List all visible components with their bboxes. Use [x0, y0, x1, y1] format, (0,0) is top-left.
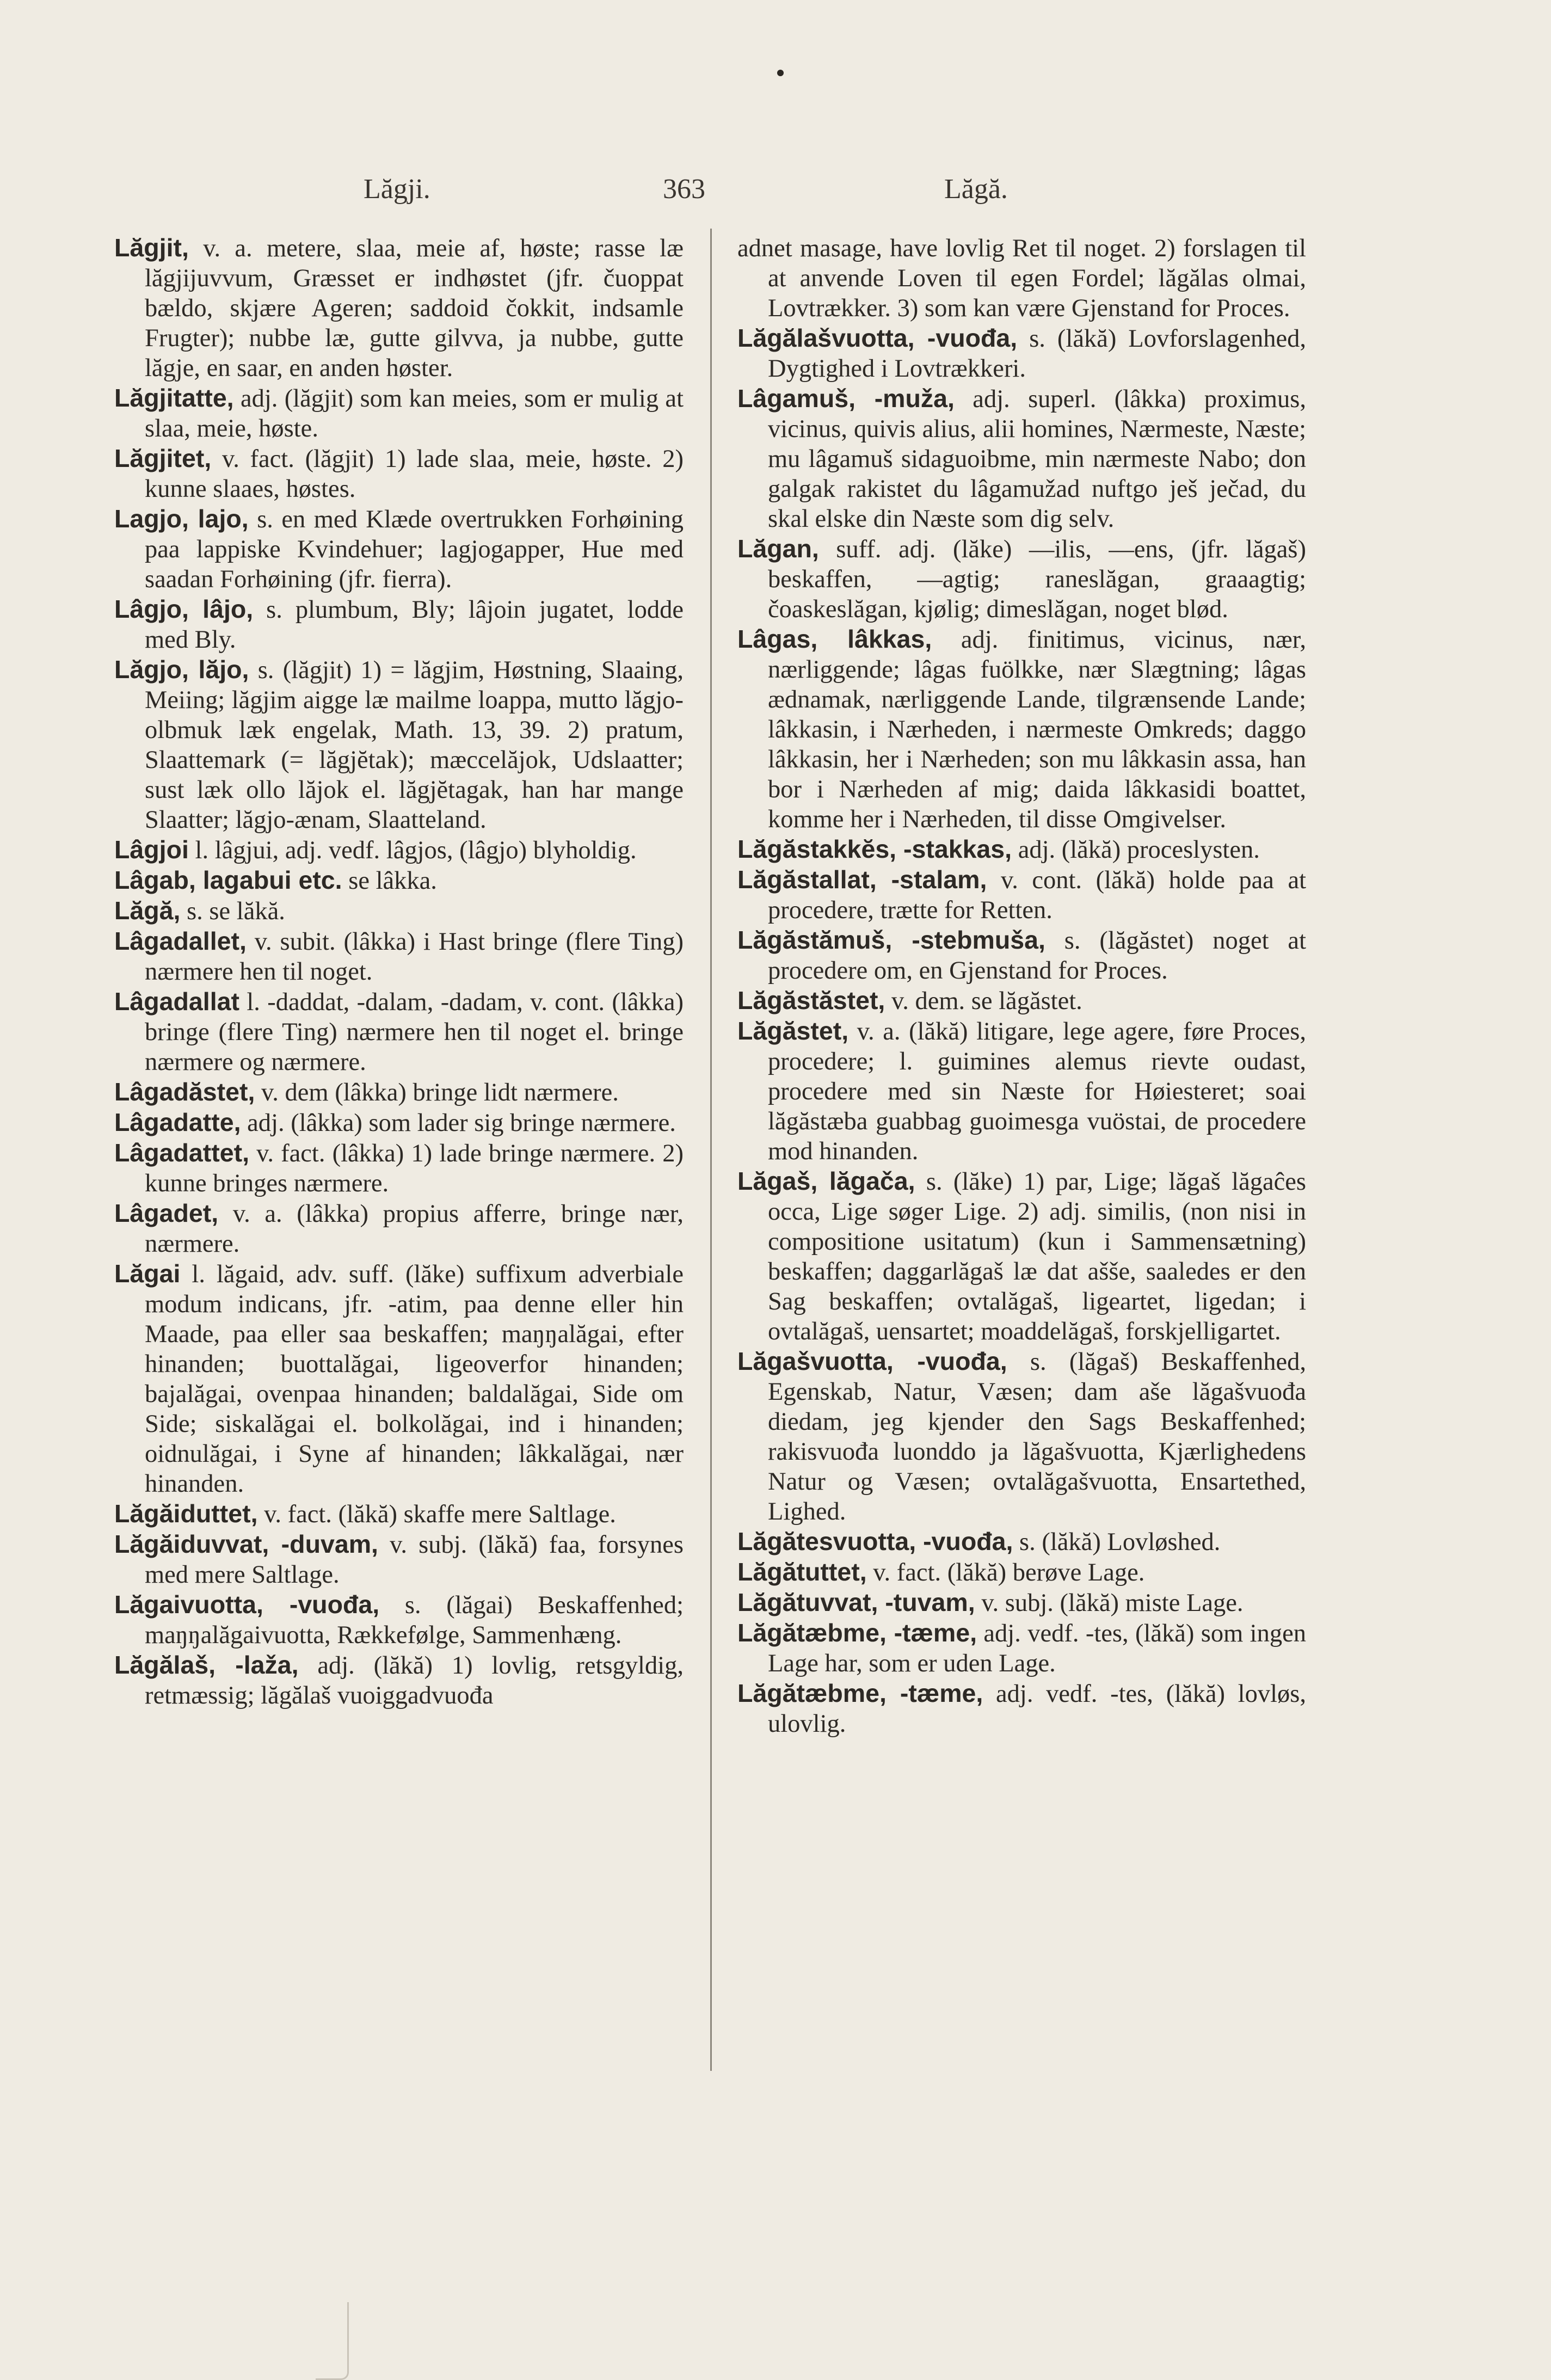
dictionary-entry — [737, 1346, 1306, 1527]
headword: Lăgašvuotta, -vuođa, — [737, 1347, 1007, 1375]
running-head-left: Lăgji. — [364, 174, 430, 205]
dictionary-entry — [114, 1259, 684, 1499]
headword: Lăgăstămuš, -stebmuša, — [737, 926, 1045, 954]
dictionary-entry — [114, 1499, 684, 1529]
definition: v. fact. (lăkă) skaffe mere Saltlage. — [257, 1500, 616, 1528]
definition: v. subj. (lăkă) miste Lage. — [975, 1589, 1244, 1617]
definition: s. (lăgaš) Beskaffenhed, Egenskab, Natur, Væsen; dam aše lăgašvuođa diedam, jeg kjender den Sags Beskaffenhed; rakisvuođa luonddo ja lăgašvuotta, Kjærlighedens Natur og Væsen; ovtalăgašvuotta, Ensartethed, Lighed. — [768, 1348, 1306, 1526]
headword: Lăgătæbme, -tæme, — [737, 1679, 983, 1707]
headword: Lăgăstet, — [737, 1017, 849, 1045]
headword: Lâgas, lâkkas, — [737, 625, 932, 653]
headword: Lagjo, lajo, — [114, 505, 249, 533]
definition: adj. (lâkka) som lader sig bringe nærmere. — [241, 1109, 676, 1137]
definition: adj. finitimus, vicinus, nær, nærliggende; lâgas fuölkke, nær Slægtning; lâgas ædnamak, nærliggende Lande, tilgrænsende Lande; lâkkasin, i Nærheden, i nærmeste Omkreds; daggo lâkkasin, her i Nærheden; son mu lâkkasin assa, han bor i Nærheden af mig; daida lâkkasidi boattet, komme her i Nærheden, til disse Omgivelser. — [768, 626, 1306, 833]
definition: adj. (lăgjit) som kan meies, som er mulig at slaa, meie, høste. — [145, 385, 684, 442]
dictionary-entry — [737, 1527, 1306, 1557]
headword: Lâgadet, — [114, 1199, 219, 1227]
dictionary-entry — [737, 1588, 1306, 1618]
headword: Lăgai — [114, 1259, 181, 1288]
dictionary-entry — [114, 594, 684, 655]
running-head-right: Lăgă. — [944, 174, 1008, 205]
left-column — [114, 233, 684, 1711]
dictionary-entry — [737, 925, 1306, 986]
headword: Lâgadattet, — [114, 1139, 250, 1167]
definition: suff. adj. (lăke) —ilis, —ens, (jfr. lăgaš) beskaffen, —agtig; raneslăgan, graaagtig; čoaskeslăgan, kjølig; dimeslăgan, noget blød. — [768, 536, 1306, 623]
definition: adj. vedf. -tes, (lăkă) som ingen Lage har, som er uden Lage. — [768, 1620, 1306, 1677]
headword: Lăgjit, — [114, 233, 189, 262]
headword: Lăgaivuotta, -vuođa, — [114, 1590, 380, 1619]
dictionary-entry — [114, 865, 684, 896]
definition: adj. vedf. -tes, (lăkă) lovløs, ulovlig. — [768, 1680, 1306, 1738]
dictionary-entry — [114, 1077, 684, 1108]
definition: s. (lăkă) Lovløshed. — [1013, 1528, 1221, 1556]
dictionary-entry — [737, 1618, 1306, 1678]
definition: se lâkka. — [342, 867, 437, 895]
column-divider — [710, 229, 712, 2071]
definition: v. fact. (lâkka) 1) lade bringe nærmere. 2) kunne bringes nærmere. — [145, 1140, 684, 1197]
definition: v. a. (lăkă) litigare, lege agere, føre Proces, procedere; l. guimines alemus rievte oudast, procedere med sin Næste for Høiesteret; soai lăgăstæba guabbag guoimesga vuöstai, de procedere mod hinanden. — [768, 1018, 1306, 1165]
headword: Lăgjitet, — [114, 444, 212, 472]
definition: adj. superl. (lâkka) proximus, vicinus, quivis alius, alii homines, Nærmeste, Næste; mu lâgamuš sidaguoibme, min nærmeste Nabo; don galgak rakistet du lâgamužad nuftgo ješ ječad, du skal elske din Næste som dig selv. — [768, 385, 1306, 533]
dictionary-entry — [114, 1650, 684, 1711]
headword: Lăgăstallat, -stalam, — [737, 865, 987, 894]
headword: Lăgjo, lăjo, — [114, 655, 249, 684]
dictionary-entry — [114, 1198, 684, 1259]
dictionary-entry — [737, 834, 1306, 865]
dictionary-entry — [114, 444, 684, 504]
headword: Lâgamuš, -muža, — [737, 384, 955, 413]
headword: Lăgătæbme, -tæme, — [737, 1619, 977, 1647]
dictionary-entry — [114, 1108, 684, 1138]
headword: Lâgadallat — [114, 987, 239, 1016]
headword: Lăgă, — [114, 896, 181, 925]
definition: l. -daddat, -dalam, -dadam, v. cont. (lâkka) bringe (flere Ting) nærmere hen til noget el. bringe nærmere og nærmere. — [145, 988, 684, 1076]
dictionary-entry — [737, 865, 1306, 925]
definition: s. (lăgăstet) noget at procedere om, en Gjenstand for Proces. — [768, 927, 1306, 985]
definition: v. fact. (lăgjit) 1) lade slaa, meie, høste. 2) kunne slaaes, høstes. — [145, 445, 684, 503]
definition: s. en med Klæde overtrukken Forhøining paa lappiske Kvindehuer; lagjogapper, Hue med saadan Forhøining (jfr. fierra). — [145, 506, 684, 593]
definition: v. cont. (lăkă) holde paa at procedere, trætte for Retten. — [768, 866, 1306, 924]
dictionary-entry — [114, 233, 684, 383]
headword: Lăgătuvvat, -tuvam, — [737, 1588, 975, 1616]
definition: s. (lăgai) Beskaffenhed; maŋŋalăgaivuotta, Rækkefølge, Sammenhæng. — [145, 1591, 684, 1649]
definition: s. se lăkă. — [180, 897, 285, 925]
dictionary-entry — [737, 624, 1306, 834]
headword: Lâgjoi — [114, 835, 189, 864]
definition: v. subit. (lâkka) i Hast bringe (flere Ting) nærmere hen til noget. — [145, 928, 684, 986]
definition: v. dem. se lăgăstet. — [885, 987, 1082, 1015]
headword: Lâgadatte, — [114, 1108, 241, 1136]
headword: Lăgătesvuotta, -vuođa, — [737, 1527, 1013, 1555]
definition: v. fact. (lăkă) berøve Lage. — [866, 1559, 1145, 1586]
dictionary-entry — [737, 986, 1306, 1016]
definition: s. plumbum, Bly; lâjoin jugatet, lodde med Bly. — [145, 596, 684, 654]
dictionary-entry — [737, 1016, 1306, 1166]
headword: Lăgăstăstet, — [737, 986, 885, 1014]
dictionary-entry — [114, 1529, 684, 1590]
definition: s. (lăgjit) 1) = lăgjim, Høstning, Slaaing, Meiing; lăgjim aigge læ mailme loappa, mutto lăgjo-olbmuk læk engelak, Math. 13, 39. 2) pratum, Slaattemark (= lăgjĕtak); mæccelăjok, Udslaatter; sust læk ollo lăjok el. lăgjĕtagak, han har mange Slaatter; lăgjo-ænam, Slaatteland. — [145, 656, 684, 834]
headword: Lăgjitatte, — [114, 384, 234, 412]
dictionary-entry — [737, 1557, 1306, 1588]
ink-dot — [777, 70, 784, 76]
headword: Lăgăiduvvat, -duvam, — [114, 1530, 378, 1558]
dictionary-entry — [114, 835, 684, 865]
headword: Lăgăiduttet, — [114, 1499, 258, 1528]
dictionary-entry-continued — [737, 233, 1306, 323]
headword: Lăgătuttet, — [737, 1558, 867, 1586]
dictionary-entry — [737, 1678, 1306, 1739]
dictionary-entry — [114, 987, 684, 1077]
dictionary-entry — [114, 1138, 684, 1198]
definition: v. dem (lâkka) bringe lidt nærmere. — [255, 1079, 619, 1106]
definition: v. a. metere, slaa, meie af, høste; rasse læ lăgjijuvvum, Græsset er indhøstet (jfr. čuoppat bældo, skjære Ageren; saddoid čokkit, indsamle Frugter); nubbe læ, gutte gilvva, ja nubbe, gutte lăgje, en saar, en anden høster. — [145, 235, 684, 382]
dictionary-entry — [737, 1166, 1306, 1346]
headword: Lăgan, — [737, 534, 819, 563]
definition: v. a. (lâkka) propius afferre, bringe nær, nærmere. — [145, 1200, 684, 1258]
headword: Lâgadallet, — [114, 927, 247, 955]
dictionary-entry — [114, 504, 684, 594]
dictionary-entry — [737, 534, 1306, 624]
headword: Lăgaš, lăgača, — [737, 1167, 915, 1195]
dictionary-entry — [114, 655, 684, 835]
margin-bracket — [316, 2302, 349, 2380]
definition: v. subj. (lăkă) faa, forsynes med mere Saltlage. — [145, 1531, 684, 1589]
dictionary-entry — [114, 383, 684, 444]
definition: s. (lăke) 1) par, Lige; lăgaš lăgaĉes occa, Lige søger Lige. 2) adj. similis, (non nisi in compositione usitatum) (kun i Sammensætning) beskaffen; daggarlăgaš læ dat ašše, saaledes er den Sag beskaffen; ovtalăgaš, ligeartet, ligedan; i ovtalăgaš, uensartet; moaddelăgaš, forskjelligartet. — [768, 1168, 1306, 1345]
headword: Lăgălaš, -laža, — [114, 1651, 299, 1679]
headword: Lăgălašvuotta, -vuođa, — [737, 324, 1018, 352]
definition: s. (lăkă) Lovforslagenhed, Dygtighed i Lovtrækkeri. — [768, 325, 1306, 383]
definition: adj. (lăkă) proceslysten. — [1012, 836, 1260, 864]
dictionary-entry — [114, 896, 684, 926]
dictionary-entry — [114, 1590, 684, 1650]
dictionary-entry — [114, 926, 684, 987]
headword: Lâgab, lagabui etc. — [114, 866, 342, 894]
definition: l. lâgjui, adj. vedf. lâgjos, (lâgjo) blyholdig. — [188, 837, 637, 864]
headword: Lâgadăstet, — [114, 1078, 255, 1106]
definition: adj. (lăkă) 1) lovlig, retsgyldig, retmæssig; lăgălaš vuoiggadvuođa — [145, 1652, 684, 1709]
page-number: 363 — [663, 174, 705, 205]
headword: Lâgjo, lâjo, — [114, 595, 254, 623]
right-column — [737, 233, 1306, 1739]
definition: l. lăgaid, adv. suff. (lăke) suffixum adverbiale modum indicans, jfr. -atim, paa denne eller hin Maade, paa eller saa beskaffen; maŋŋalăgai, efter hinanden; buottalăgai, ligeoverfor hinanden; bajalăgai, ovenpaa hinanden; baldalăgai, Side om Side; siskalăgai el. bolkolăgai, ind i hinanden; oidnulăgai, i Syne af hinanden; lâkkalăgai, nær hinanden. — [145, 1260, 684, 1498]
dictionary-entry — [737, 384, 1306, 534]
headword: Lăgăstakkĕs, -stakkas, — [737, 835, 1012, 863]
definition: adnet masage, have lovlig Ret til noget. 2) forslagen til at anvende Loven til egen Fordel; lăgălas olmai, Lovtrækker. 3) som kan være Gjenstand for Proces. — [737, 235, 1306, 322]
dictionary-entry — [737, 323, 1306, 384]
